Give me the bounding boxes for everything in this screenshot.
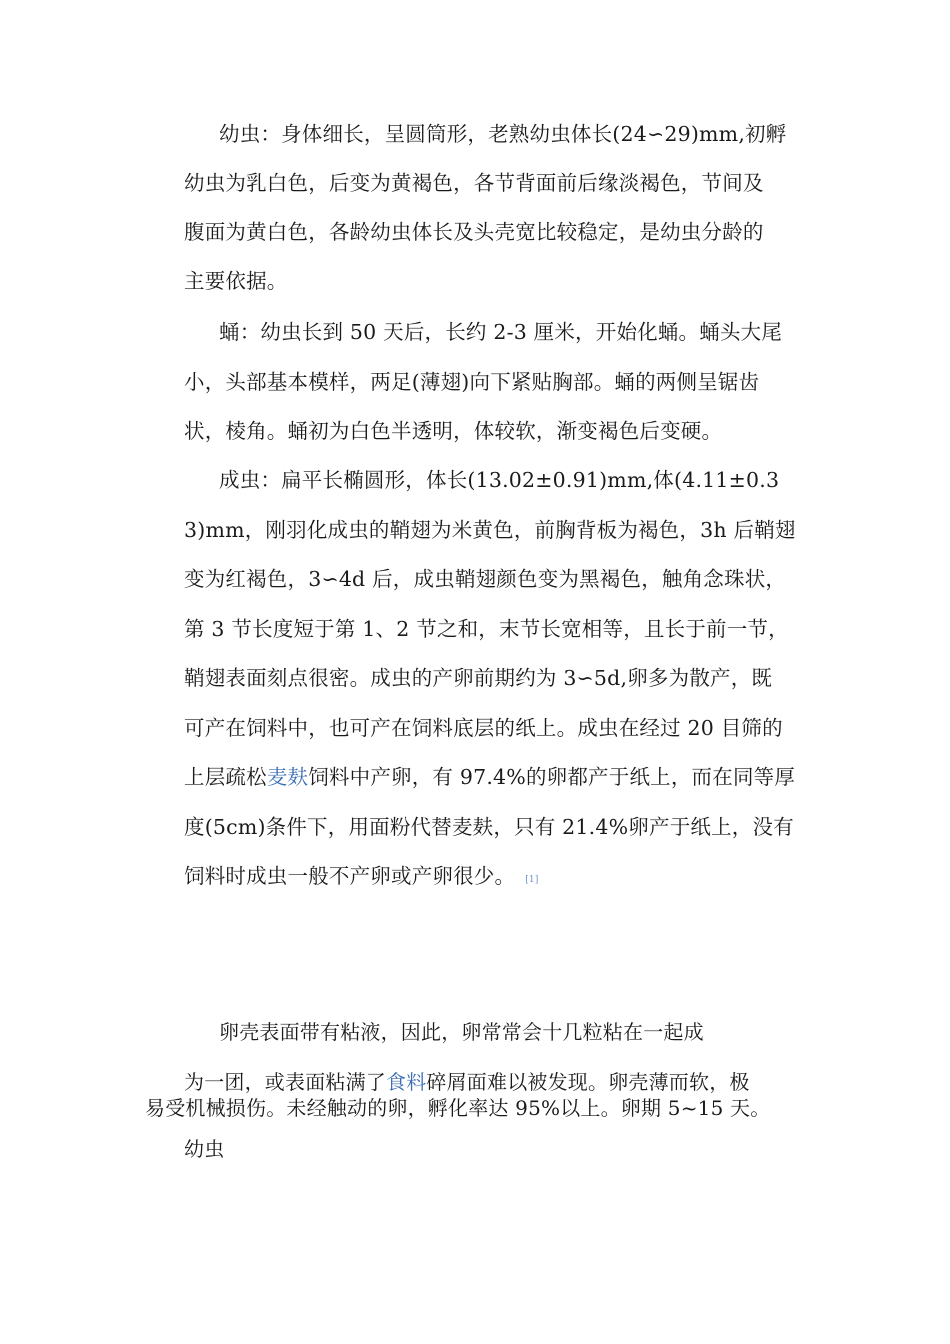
egg-paragraph-line-2 xyxy=(184,1069,750,1095)
larva-paragraph-line-2: 幼虫为乳白色，后变为黄褐色，各节背面前后缘淡褐色，节间及 xyxy=(184,171,764,195)
adult-paragraph-line-1: 成虫：扁平长椭圆形，体长(13.02±0.91)mm,体(4.11±0.3 xyxy=(219,468,780,492)
larva-paragraph-line-3: 腹面为黄白色，各龄幼虫体长及头壳宽比较稳定，是幼虫分龄的 xyxy=(184,220,764,244)
bran-link[interactable]: 麦麸 xyxy=(266,765,309,789)
pupa-paragraph-line-1: 蛹：幼虫长到 50 天后，长约 2-3 厘米，开始化蛹。蛹头大尾 xyxy=(219,320,783,344)
citation-link[interactable]: [1] xyxy=(525,875,539,885)
adult-line-9-text: 饲料时成虫一般不产卵或产卵很少。 xyxy=(184,864,516,888)
adult-line-7-end: 饲料中产卵，有 97.4%的卵都产于纸上，而在同等厚 xyxy=(308,765,796,789)
section-heading-larva: 幼虫 xyxy=(184,1137,225,1161)
adult-paragraph-line-2: 3)mm，刚羽化成虫的鞘翅为米黄色，前胸背板为褐色，3h 后鞘翅 xyxy=(184,518,796,542)
larva-paragraph-line-1: 幼虫：身体细长，呈圆筒形，老熟幼虫体长(24∽29)mm,初孵 xyxy=(219,122,787,146)
adult-paragraph-line-5: 鞘翅表面刻点很密。成虫的产卵前期约为 3∽5d,卵多为散产，既 xyxy=(184,666,773,690)
adult-paragraph-line-6: 可产在饲料中，也可产在饲料底层的纸上。成虫在经过 20 目筛的 xyxy=(184,716,783,740)
adult-paragraph-line-4: 第 3 节长度短于第 1、2 节之和，末节长宽相等，且长于前一节， xyxy=(184,617,789,641)
pupa-paragraph-line-3: 状，棱角。蛹初为白色半透明，体较软，渐变褐色后变硬。 xyxy=(184,419,723,443)
larva-paragraph-line-4: 主要依据。 xyxy=(184,269,288,293)
adult-paragraph-line-8: 度(5cm)条件下，用面粉代替麦麸，只有 21.4%卵产于纸上，没有 xyxy=(184,815,794,839)
feed-link[interactable]: 食料 xyxy=(386,1070,427,1094)
pupa-paragraph-line-2: 小，头部基本模样，两足(薄翅)向下紧贴胸部。蛹的两侧呈锯齿 xyxy=(184,370,760,394)
adult-paragraph-line-3: 变为红褐色，3∽4d 后，成虫鞘翅颜色变为黑褐色，触角念珠状， xyxy=(184,567,787,591)
egg-line-2-end: 碎屑面难以被发现。卵壳薄而软，极 xyxy=(426,1070,750,1094)
egg-paragraph-line-3: 易受机械损伤。未经触动的卵，孵化率达 95%以上。卵期 5~15 天。 xyxy=(145,1096,771,1120)
adult-paragraph-line-7 xyxy=(184,764,795,790)
adult-line-7-start: 上层疏松 xyxy=(184,765,267,789)
egg-line-2-start: 为一团，或表面粘满了 xyxy=(184,1070,386,1094)
egg-paragraph-line-1: 卵壳表面带有粘液，因此，卵常常会十几粒粘在一起成 xyxy=(219,1020,704,1044)
adult-paragraph-line-9 xyxy=(184,863,539,893)
